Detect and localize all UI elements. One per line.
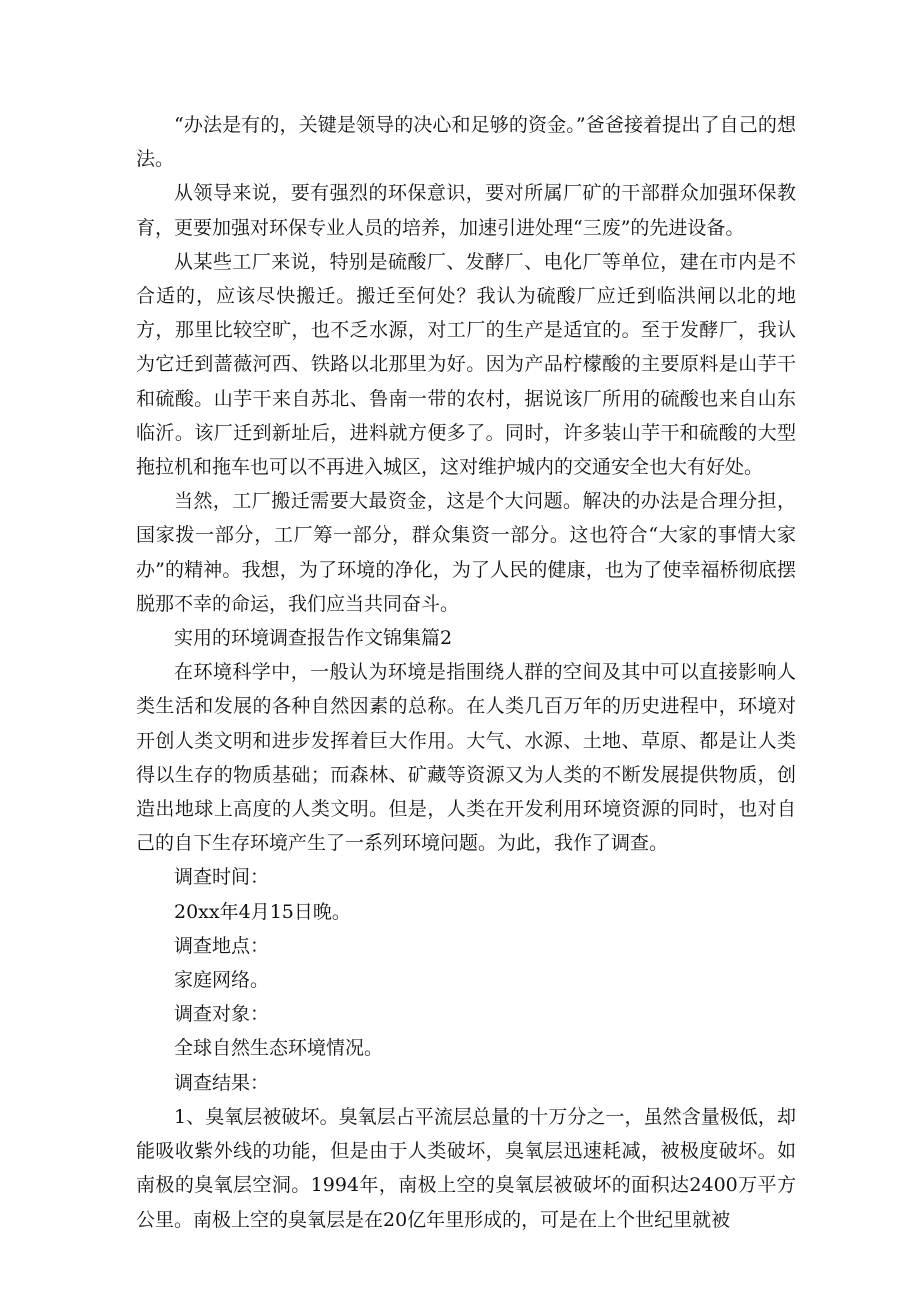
paragraph-leadership: 从领导来说，要有强烈的环保意识，要对所属厂矿的干部群众加强环保教育，更要加强对环保专业人员的培养，加速引进处理“三废”的先进设备。 [136, 182, 796, 239]
paragraph-factories: 从某些工厂来说，特别是硫酸厂、发酵厂、电化厂等单位，建在市内是不合适的，应该尽快搬迁。搬迁至何处？我认为硫酸厂应迁到临洪闸以北的地方，那里比较空旷，也不乏水源，对工厂的生产是适宜的。至于发酵厂，我认为它迁到蔷薇河西、铁路以北那里为好。因为产品柠檬酸的主要原料是山芋干和硫酸。山芋干来自苏北、鲁南一带的农村，据说该厂所用的硫酸也来自山东临沂。该厂迁到新址后，进料就方便多了。同时，许多装山芋干和硫酸的大型拖拉机和拖车也可以不再进入城区，这对维护城内的交通安全也大有好处。 [136, 250, 796, 479]
paragraph-intro: 在环境科学中，一般认为环境是指围绕人群的空间及其中可以直接影响人类生活和发展的各种自然因素的总称。在人类几百万年的历史进程中，环境对开创人类文明和进步发挥着巨大作用。大气、水源、土地、草原、都是让人类得以生存的物质基础；而森林、矿藏等资源又为人类的不断发展提供物质，创造出地球上高度的人类文明。但是，人类在开发利用环境资源的同时，也对自己的自下生存环境产生了一系列环境问题。为此，我作了调查。 [136, 661, 796, 855]
survey-result-label: 调查结果： [174, 1071, 270, 1094]
survey-time-label: 调查时间： [174, 866, 270, 889]
document-body [136, 108, 796, 1237]
section-title: 实用的环境调查报告作文锦集篇2 [174, 627, 453, 650]
survey-place-label: 调查地点： [174, 934, 270, 957]
result-item-ozone: 1、臭氧层被破坏。臭氧层占平流层总量的十万分之一，虽然含量极低，却能吸收紫外线的功能，但是由于人类破坏，臭氧层迅速耗减，被极度破坏。如南极的臭氧层空洞。1994年，南极上空的臭氧层被破坏的面积达2400万平方公里。南极上空的臭氧层是在20亿年里形成的，可是在上个世纪里就被 [136, 1105, 796, 1231]
paragraph-quote: “办法是有的，关键是领导的决心和足够的资金。”爸爸接着提出了自己的想法。 [136, 114, 796, 171]
survey-time-value: 20xx年4月15日晚。 [174, 900, 351, 923]
survey-place-value: 家庭网络。 [174, 969, 270, 992]
survey-object-value: 全球自然生态环境情况。 [174, 1037, 384, 1060]
paragraph-funding: 当然，工厂搬迁需要大最资金，这是个大问题。解决的办法是合理分担，国家拨一部分，工厂筹一部分，群众集资一部分。这也符合“大家的事情大家办”的精神。我想，为了环境的净化，为了人民的健康，也为了使幸福桥彻底摆脱那不幸的命运，我们应当共同奋斗。 [136, 490, 796, 615]
survey-object-label: 调查对象： [174, 1003, 270, 1026]
